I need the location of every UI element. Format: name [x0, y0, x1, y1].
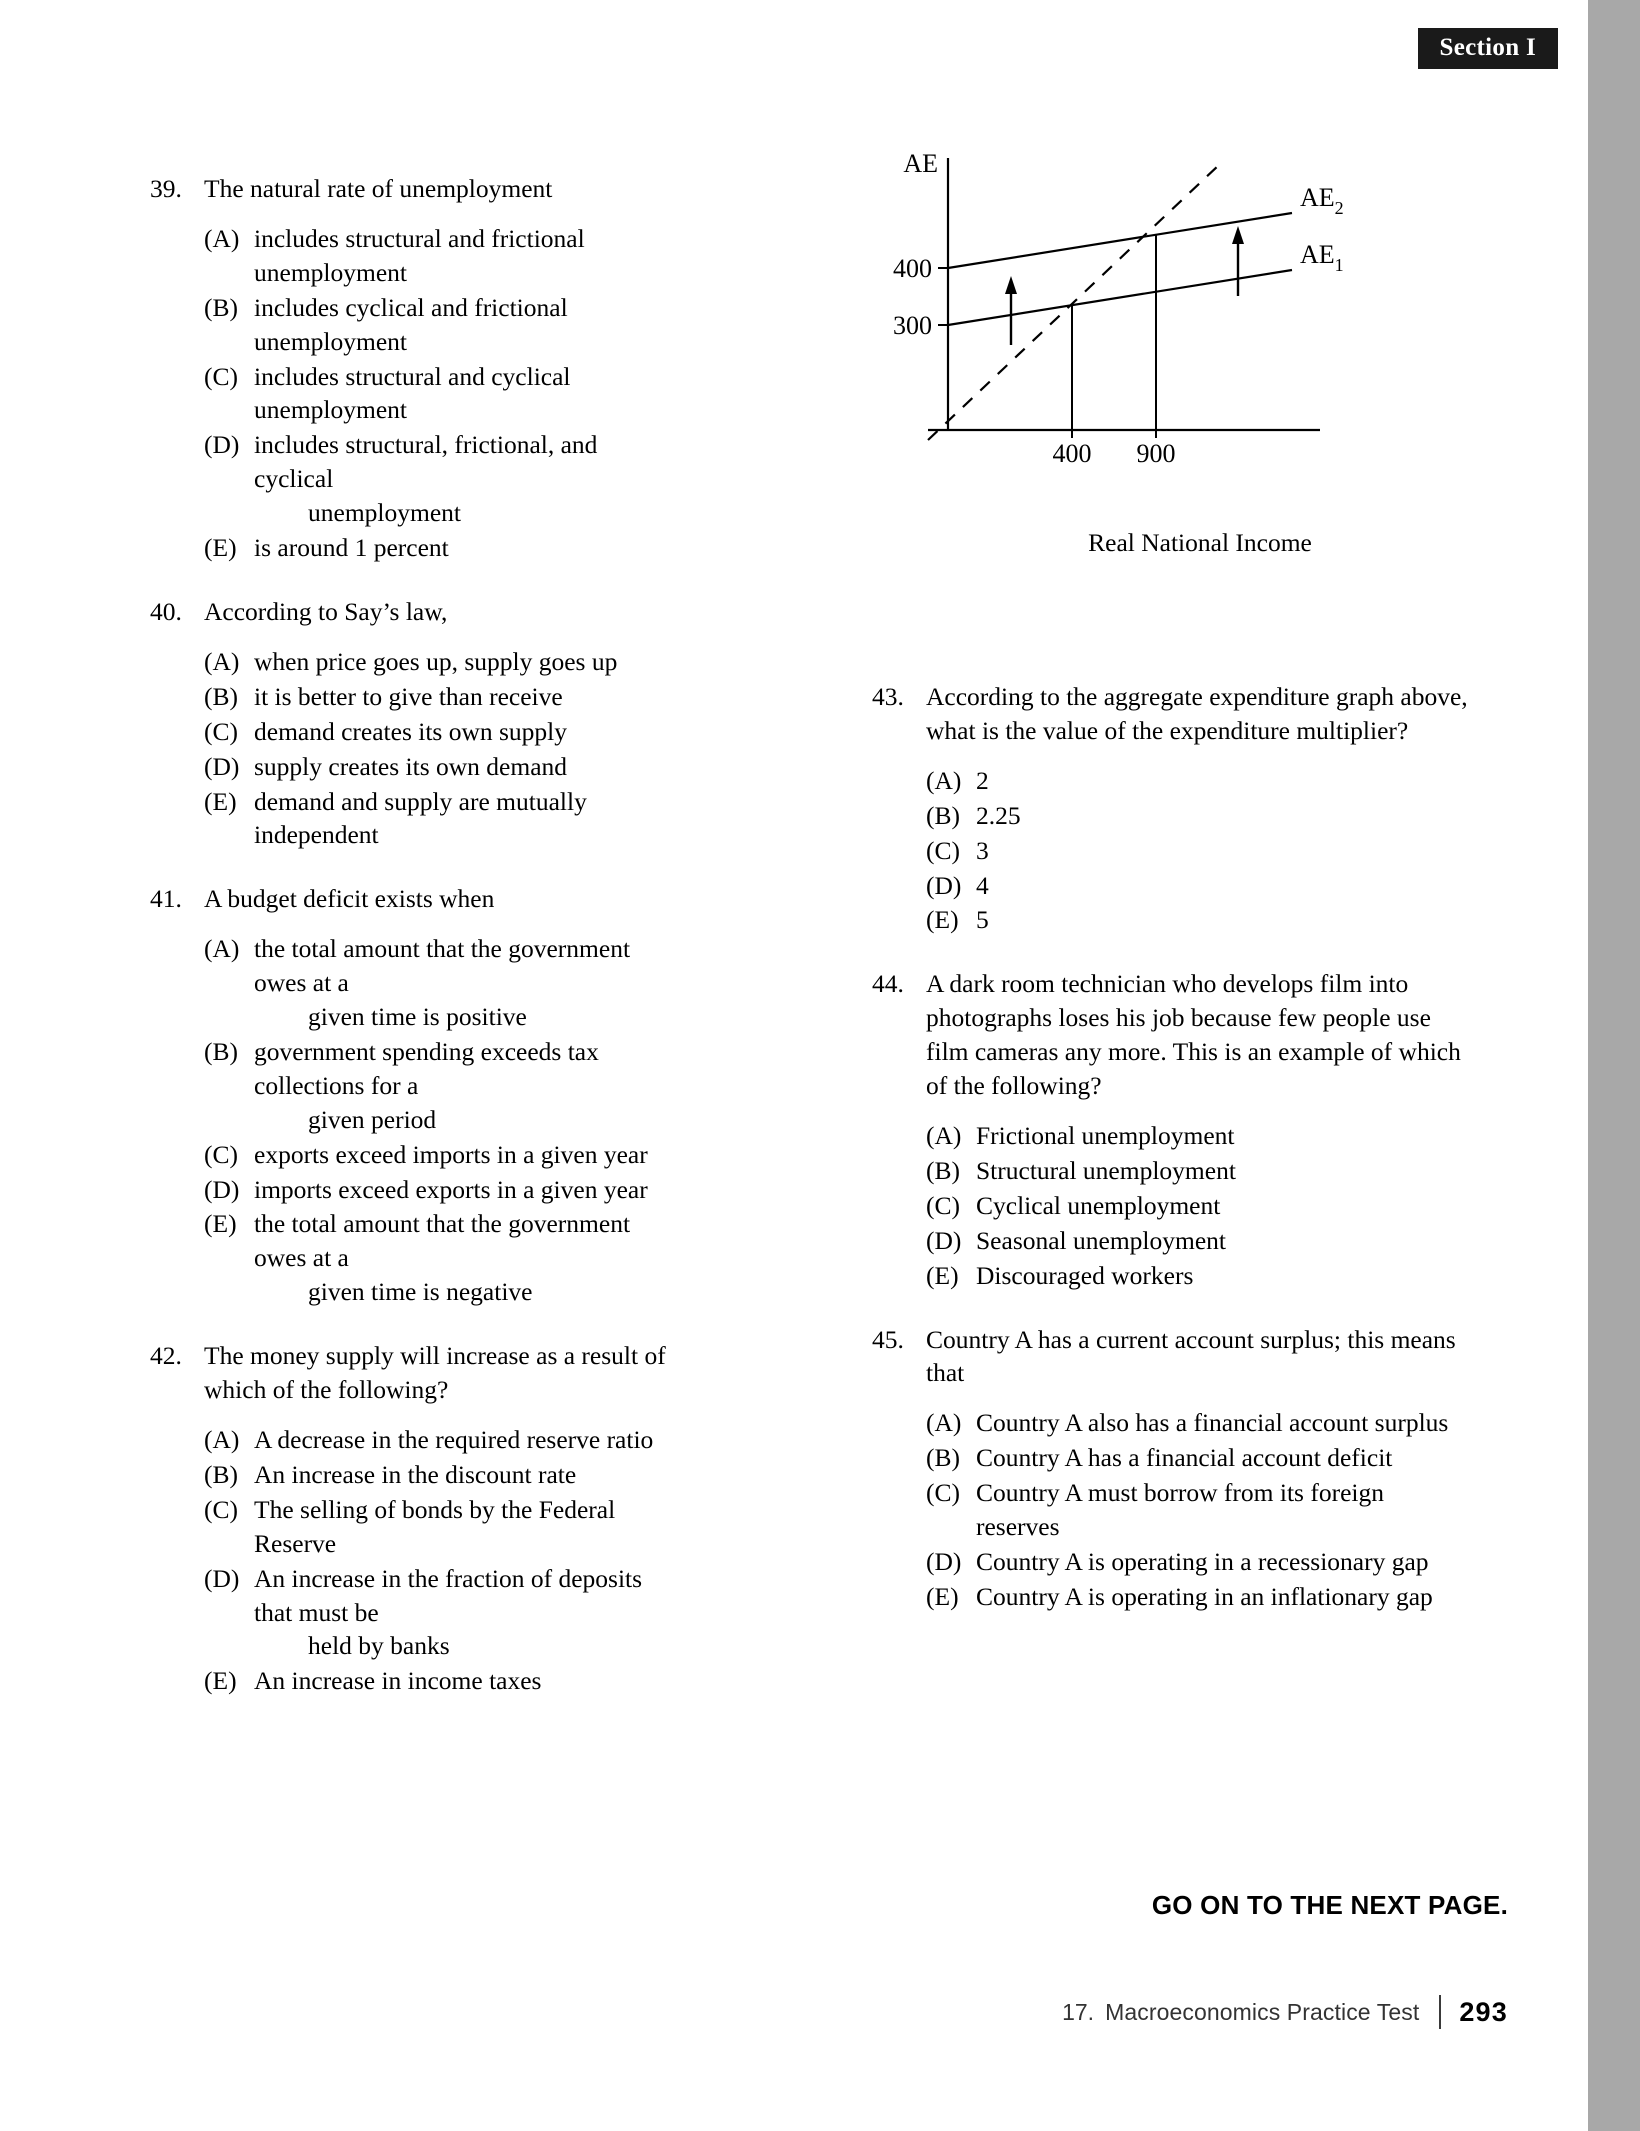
question-number: 39.	[150, 174, 182, 203]
choice-c[interactable]	[204, 1138, 670, 1172]
footer-divider	[1439, 1995, 1441, 2029]
choice-label: (C)	[204, 716, 238, 746]
question-40	[150, 595, 670, 852]
choice-label: (E)	[204, 786, 237, 816]
choice-label: (B)	[926, 1443, 960, 1473]
question-heading	[150, 595, 670, 629]
choice-label: (C)	[926, 835, 960, 865]
choice-text	[254, 932, 670, 1034]
choice-label: (A)	[204, 223, 240, 253]
choice-label: (A)	[204, 646, 240, 676]
question-text: According to Say’s law,	[204, 596, 448, 626]
choice-text: 2.25	[976, 800, 1021, 830]
question-heading	[150, 1339, 670, 1407]
choice-c[interactable]	[926, 1189, 1472, 1223]
choice-text: demand and supply are mutually independent	[254, 786, 587, 850]
choice-label: (C)	[926, 1190, 960, 1220]
page-edge-strip	[1588, 0, 1640, 2131]
question-text: A budget deficit exists when	[204, 884, 495, 914]
shift-arrow-right	[1232, 226, 1244, 296]
choice-text: A decrease in the required reserve ratio	[254, 1425, 654, 1454]
question-number: 45.	[872, 1324, 904, 1354]
choice-text: Seasonal unemployment	[976, 1225, 1226, 1255]
y-tick-label-400: 400	[893, 254, 932, 283]
question-number: 42.	[150, 1341, 182, 1371]
choice-text: imports exceed exports in a given year	[254, 1174, 648, 1204]
choice-line-2: held by banks	[308, 1631, 450, 1661]
choice-text: Structural unemployment	[976, 1155, 1236, 1185]
forty-five-degree-line	[928, 164, 1220, 440]
choice-text: An increase in the discount rate	[254, 1459, 577, 1489]
choice-label: (A)	[204, 1425, 240, 1454]
question-41	[150, 882, 670, 1309]
choice-text: Country A is operating in an inflationary gap	[976, 1581, 1433, 1611]
shift-arrow-left	[1005, 276, 1017, 345]
ae2-label: $AE_2$	[1300, 183, 1344, 218]
question-number: 44.	[872, 969, 904, 999]
question-text: The natural rate of unemployment	[204, 174, 553, 203]
choice-b[interactable]	[204, 1458, 670, 1492]
choice-label: (B)	[926, 1155, 960, 1185]
choice-label: (D)	[204, 751, 240, 781]
choice-label: (C)	[926, 1478, 960, 1508]
go-on-notice: GO ON TO THE NEXT PAGE.	[1151, 1890, 1508, 1920]
choice-d[interactable]	[926, 869, 1472, 903]
choice-c[interactable]	[926, 834, 1472, 868]
choice-a[interactable]	[204, 645, 670, 679]
choice-a[interactable]	[204, 222, 670, 290]
choice-label: (A)	[204, 934, 240, 964]
choice-label: (D)	[926, 1546, 962, 1576]
choice-b[interactable]	[204, 680, 670, 714]
question-45	[872, 1323, 1472, 1614]
choice-label: (D)	[204, 430, 240, 460]
question-heading	[872, 1323, 1472, 1391]
question-42	[150, 1339, 670, 1698]
choice-text: Cyclical unemployment	[976, 1190, 1221, 1220]
footer-chapter-number: 17.	[1062, 1998, 1095, 2025]
aggregate-expenditure-chart	[880, 150, 1580, 590]
choice-text: 3	[976, 835, 989, 865]
choice-list	[150, 645, 670, 852]
choice-text: Discouraged workers	[976, 1260, 1194, 1290]
choice-label: (E)	[204, 1209, 237, 1239]
question-heading	[872, 680, 1472, 748]
choice-text: demand creates its own supply	[254, 716, 568, 746]
choice-text: An increase in income taxes	[254, 1666, 542, 1696]
choice-label: (E)	[926, 1260, 959, 1290]
choice-a[interactable]	[926, 1406, 1472, 1440]
choice-line-1: An increase in the fraction of deposits that must be	[254, 1563, 643, 1627]
choice-text: includes structural and cyclical unemployment	[254, 361, 571, 425]
choice-b[interactable]	[204, 291, 670, 359]
question-number: 40.	[150, 596, 182, 626]
x-tick-label-900: 900	[1136, 439, 1176, 468]
choice-b[interactable]	[926, 799, 1472, 833]
choice-label: (B)	[204, 681, 238, 711]
choice-label: (C)	[204, 1139, 238, 1169]
choice-text: 4	[976, 870, 989, 900]
choice-d[interactable]	[204, 1173, 670, 1207]
question-heading	[150, 172, 670, 206]
choice-d[interactable]	[204, 750, 670, 784]
ae1-line	[948, 270, 1292, 325]
choice-e[interactable]	[204, 1207, 670, 1309]
choice-line-2: given period	[308, 1104, 437, 1134]
choice-a[interactable]	[204, 932, 670, 1034]
choice-b[interactable]	[204, 1035, 670, 1137]
choice-e[interactable]	[204, 785, 670, 853]
choice-list	[150, 932, 670, 1309]
choice-text: includes structural and frictional unemployment	[254, 223, 585, 287]
choice-text: includes cyclical and frictional unemployment	[254, 292, 568, 356]
choice-line-1: the total amount that the government owes at a	[254, 934, 631, 998]
choice-text: 5	[976, 905, 989, 935]
choice-line-1: government spending exceeds tax collections for a	[254, 1036, 599, 1100]
choice-label: (D)	[204, 1563, 240, 1593]
choice-text: is around 1 percent	[254, 533, 449, 563]
ae1-label: $AE_1$	[1300, 240, 1344, 275]
choice-label: (B)	[926, 800, 960, 830]
choice-text: Country A also has a financial account surplus	[976, 1408, 1449, 1438]
choice-b[interactable]	[926, 1441, 1472, 1475]
question-heading	[872, 967, 1472, 1103]
choice-text: 2	[976, 765, 989, 795]
choice-label: (E)	[926, 905, 959, 935]
choice-label: (B)	[204, 1459, 238, 1489]
choice-text	[254, 428, 670, 530]
footer-page-number: 293	[1459, 1996, 1508, 2027]
choice-e[interactable]	[926, 903, 1472, 937]
choice-label: (D)	[926, 870, 962, 900]
choice-c[interactable]	[926, 1476, 1472, 1544]
choice-label: (C)	[204, 361, 238, 391]
choice-e[interactable]	[204, 531, 670, 565]
chart-ylabel-ae: AE	[903, 150, 938, 178]
choice-list	[872, 1119, 1472, 1293]
choice-label: (D)	[204, 1174, 240, 1204]
choice-text	[254, 1207, 670, 1309]
choice-a[interactable]	[926, 764, 1472, 798]
choice-b[interactable]	[926, 1154, 1472, 1188]
choice-e[interactable]	[926, 1580, 1472, 1614]
choice-a[interactable]	[926, 1119, 1472, 1153]
chart-xlabel: Real National Income	[1088, 528, 1312, 557]
footer-chapter-title: Macroeconomics Practice Test	[1105, 1998, 1420, 2025]
choice-label: (E)	[204, 1666, 237, 1696]
choice-text: supply creates its own demand	[254, 751, 568, 781]
chart-svg	[880, 150, 1580, 550]
choice-a[interactable]	[204, 1423, 670, 1457]
choice-label: (C)	[204, 1494, 238, 1524]
choice-c[interactable]	[204, 360, 670, 428]
choice-label: (A)	[926, 1120, 962, 1150]
choice-text: Country A is operating in a recessionary gap	[976, 1546, 1429, 1576]
choice-e[interactable]	[926, 1259, 1472, 1293]
choice-line-1: includes structural, frictional, and cyclical	[254, 430, 598, 494]
choice-label: (E)	[204, 533, 237, 563]
choice-c[interactable]	[204, 1493, 670, 1561]
choice-label: (B)	[204, 292, 238, 322]
section-tab: Section I	[1418, 28, 1558, 69]
choice-text: it is better to give than receive	[254, 681, 563, 711]
choice-label: (D)	[926, 1225, 962, 1255]
choice-text: The selling of bonds by the Federal Reserve	[254, 1494, 616, 1558]
question-number: 41.	[150, 884, 182, 914]
choice-text: Frictional unemployment	[976, 1120, 1235, 1150]
choice-text: Country A must borrow from its foreign reserves	[976, 1478, 1384, 1542]
choice-text	[254, 1562, 670, 1664]
question-44	[872, 967, 1472, 1292]
question-heading	[150, 882, 670, 916]
choice-label: (A)	[926, 765, 962, 795]
x-tick-label-400: 400	[1052, 439, 1092, 468]
choice-text: exports exceed imports in a given year	[254, 1139, 648, 1169]
choice-list	[872, 764, 1472, 938]
choice-text	[254, 1035, 670, 1137]
choice-list	[872, 1406, 1472, 1613]
choice-label: (A)	[926, 1408, 962, 1438]
question-text: Country A has a current account surplus; this means that	[926, 1324, 1456, 1388]
choice-line-2: unemployment	[308, 498, 461, 528]
right-question-column	[872, 680, 1472, 1644]
choice-line-1: the total amount that the government owes at a	[254, 1209, 631, 1273]
choice-label: (E)	[926, 1581, 959, 1611]
choice-text: Country A has a financial account deficit	[976, 1443, 1393, 1473]
question-text: According to the aggregate expenditure graph above, what is the value of the expenditure multiplier?	[926, 682, 1468, 745]
choice-c[interactable]	[204, 715, 670, 749]
y-tick-label-300: 300	[893, 311, 932, 340]
choice-line-2: given time is negative	[308, 1277, 533, 1307]
choice-e[interactable]	[204, 1664, 670, 1698]
choice-list	[150, 1423, 670, 1698]
question-text: A dark room technician who develops film into photographs loses his job because few people use film cameras any more. This is an example of which of the following?	[926, 969, 1461, 1101]
question-43	[872, 680, 1472, 937]
running-footer	[1062, 1995, 1508, 2029]
choice-line-2: given time is positive	[308, 1002, 527, 1032]
left-question-column	[150, 172, 670, 1728]
choice-d[interactable]	[204, 428, 670, 530]
question-39	[150, 172, 670, 565]
choice-d[interactable]	[926, 1545, 1472, 1579]
choice-d[interactable]	[204, 1562, 670, 1664]
question-number: 43.	[872, 682, 904, 711]
choice-label: (B)	[204, 1036, 238, 1066]
choice-text: when price goes up, supply goes up	[254, 646, 618, 676]
question-text: The money supply will increase as a result of which of the following?	[204, 1341, 666, 1405]
choice-list	[150, 222, 670, 565]
choice-d[interactable]	[926, 1224, 1472, 1258]
